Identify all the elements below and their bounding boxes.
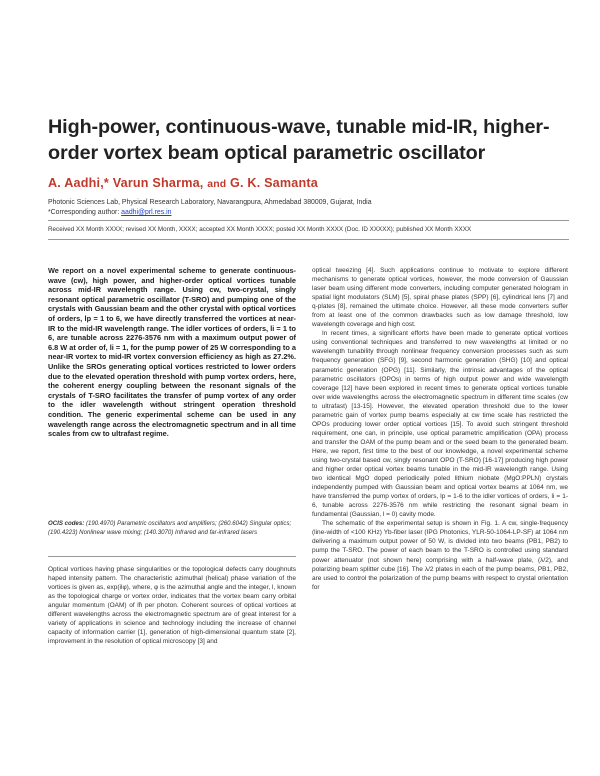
corresponding-author: [48, 208, 568, 217]
abstract-separator: [48, 556, 296, 557]
ocis-text: (190.4970) Parametric oscillators and amplifiers; (260.6042) Singular optics; (190.4223) Nonlinear wave mixing; (140.3070) Infrared and far-infrared lasers: [48, 520, 292, 536]
paper-title: High-power, continuous-wave, tunable mid-IR, higher-order vortex beam optical parametric oscillator: [48, 116, 550, 164]
authors-first: A. Aadhi,* Varun Sharma,: [48, 176, 204, 190]
header-rule-top: [48, 220, 569, 221]
ocis-codes: [48, 520, 296, 537]
ocis-label: OCIS codes:: [48, 520, 85, 527]
right-column: [312, 266, 568, 592]
received-dates: Received XX Month XXXX; revised XX Month, XXXX; accepted XX Month XXXX; posted XX Month XXXX (Doc. ID XXXXX); published XX Month XXXX: [48, 226, 472, 233]
right-paragraph-3: The schematic of the experimental setup is shown in Fig. 1. A cw, single-frequency (line-width of <100 KHz) Yb-fiber laser (IPG Photonics, YLR-50-1064-LP-SF) at 1064 nm delivering a maximum output power of 50 W, is divided into two beams (PB1, PB2) to pump the T-SRO. The power of each beam to the T-SRO is controlled using standard power attenuator (not shown here) comprising with a half-wave plate, (λ/2), and polarizing beam splitter cube [16]. The λ/2 plates in each of the pump beams, PB1, PB2, are used to control the polarization of the pump beams with respect to crystal orientation for: [312, 520, 568, 591]
authors-last: G. K. Samanta: [230, 176, 318, 190]
right-paragraph-1: optical tweezing [4]. Such applications continue to motivate to explore different mechanisms to generate optical vortices, however, the mode conversion of Gaussian laser beam using different mode converters, including computer generated hologram in spatial light modulators (SLM) [5], spiral phase plates (SPP) [6], cylindrical lens [7] and q-plates [8], remained the ultimate choice. However, all these mode converters suffer from at least one of the common drawbacks such as low damage threshold, low wavelength coverage and high cost.: [312, 267, 568, 329]
affiliation: Photonic Sciences Lab, Physical Research Laboratory, Navarangpura, Ahmedabad 380009, Gujarat, India: [48, 199, 372, 206]
corresponding-prefix: *Corresponding author:: [48, 209, 120, 216]
author-list: [48, 175, 568, 193]
right-paragraph-2: In recent times, a significant efforts have been made to generate optical vortices using conventional techniques and transferred to new wavelengths at limited or no wavelength tunability through nonlinear frequency conversion processes such as sum frequency generation (SFG) [9], second harmonic generation (SHG) [10] and optical parametric generation (OPG) [11]. Similarly, the intrinsic advantages of the optical parametric oscillators (OPOs) in terms of high output power and wide wavelength coverage [12] have been explored in recent times to generate optical vortices tunable over wide wavelengths across the electromagnetic spectrum in different time scales (cw to ultrafast) [13-15]. However, the elevated operation threshold due to the lower parametric gain of vortex pump beams especially at cw time scale has restricted the OPOs producing lower order optical vortices [15]. To avoid such stringent threshold requirement, one can, in principle, use optical parametric amplification (OPA) process and transfer the OAM of the pump beam and or the seed beam to the generated beam. Here, we report, first time to the best of our knowledge, a novel experimental scheme using two-crystal based cw, singly resonant OPO (T-SRO) [16-17] producing high power and higher order optical vortex beams tunable in the mid-IR wavelength range. Using two identical MgO doped periodically poled lithium niobate (MgO:PPLN) crystals independently pumped with Gaussian beam and optical vortex beams at 1064 nm, we have transferred the pump vortex of orders, lp = 1-6 to the idler vortices of orders, li = 1-6, tunable across 2276-3576 nm while restricting the resonant signal beam in fundamental (Gaussian, l = 0) cavity mode.: [312, 330, 568, 519]
header-rule-bottom: [48, 239, 569, 240]
corresponding-email-link[interactable]: aadhi@prl.res.in: [121, 209, 172, 216]
introduction-left-column: Optical vortices having phase singularities or the topological defects carry doughnuts haped intensity pattern. The characteristic azimuthal (helical) phase variation of the vortices is given as, exp(ilφ), where, φ is the azimuthal angle and the integer, l, known as the topological charge or vortex order, indicates that the vortex beam carry orbital angular momentum (OAM) of lħ per photon. Coherent sources of optical vortices at different wavelengths across the electromagnetic spectrum are of great interest for a variety of applications in science and technology including the increase of channel capacity of information carrier [1], generation of high-dimensional quantum state [2], improvement in the resolution of optical microscopy [3] and: [48, 566, 296, 645]
abstract: We report on a novel experimental scheme to generate continuous-wave (cw), high power, and higher-order optical vortices tunable across mid-IR wavelength range. Using cw, two-crystal, singly resonant optical parametric oscillator (T-SRO) and pumping one of the crystals with Gaussian beam and the other crystal with optical vortices of orders, lp = 1 to 6, we have directly transferred the vortices at near-IR to the mid-IR wavelength range. The idler vortices of orders, li = 1 to 6, are tunable across 2276-3576 nm with a maximum output power of 6.8 W at order of, li = 1, for the pump power of 25 W corresponding to a near-IR vortex to mid-IR vortex conversion efficiency as high as 27.2%. Unlike the SROs generating optical vortices restricted to lower orders due to the elevated operation threshold with pump vortex orders, here, the coherent energy coupling between the resonant signals of the crystals of T-SRO facilitates the transfer of pump vortex of any order to the idler wavelength without stringent operation threshold condition. The generic experimental scheme can be used in any wavelength range across the electromagnetic spectrum and in all time scales from cw to ultrafast regime.: [48, 266, 296, 439]
authors-and: and: [207, 179, 227, 190]
